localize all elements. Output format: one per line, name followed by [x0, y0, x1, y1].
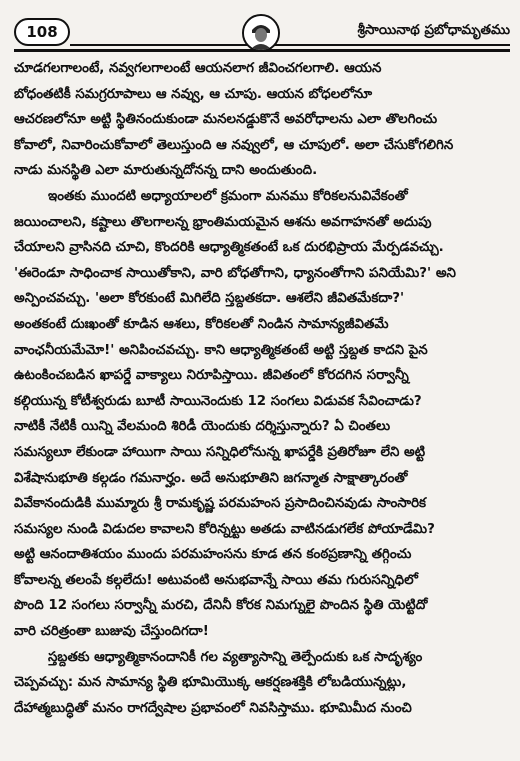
- text-line: అంతకంటే దుఃఖంతో కూడిన ఆశలు, కోరికలతో నిండిన సామాన్యజీవితమే: [14, 316, 389, 332]
- page-header: [14, 14, 510, 50]
- text-line: 'ఈరెండూ సాధించాక సాయితోకాని, వారి బోధతోగాని, ధ్యానంతోగాని పనియేమి?' అని: [14, 265, 456, 281]
- text-line: చూడగలగాలంటే, నవ్వగలగాలంటే ఆయనలాగ జీవించగలగాలి. ఆయన: [14, 61, 382, 76]
- text-line: సమస్యల నుండి విడుదల కావాలని కోరిన్నట్టు అతడు వాటినడుగలేక పోయాడేమి?: [14, 521, 435, 537]
- text-line: చెప్పవచ్చు: మన సామాన్య స్థితి భూమియొక్క ఆకర్షణశక్తికి లోబడియున్నట్లు,: [14, 675, 407, 691]
- text-line: కల్గియున్న కోటీశ్వరుడు బూటీ సాయినెందుకు 12 సంగలు విడువక సేవించాడు?: [14, 393, 422, 409]
- sai-baba-portrait-icon: [242, 14, 280, 52]
- text-line: వాంఛనీయమేమో!' అనిపించవచ్చు. కాని ఆధ్యాత్మికతంటే అట్టి స్తబ్దత కాదని పైన: [14, 342, 428, 358]
- text-line: కోవాలో, నివారించుకోవాలో తెలుస్తుంది ఆ నవ్వులో, ఆ చూపులో. అలా చేసుకోగలిగిన: [14, 137, 454, 153]
- text-line: అన్పించవచ్చు. 'అలా కోరకుంటే మిగిలేది స్తబ్దతకదా. ఆశలేని జీవితమేకదా?': [14, 291, 405, 307]
- text-line: నాడు మనస్థితి ఎలా మారుతున్నదోనన్న దాని అందుతుంది.: [14, 163, 318, 179]
- text-line: ఇంతకు ముందటి అధ్యాయాలలో క్రమంగా మనము కోరికలనువివేకంతో: [48, 188, 408, 204]
- text-line: వారి చరిత్రంతా బుజువు చేస్తుందిగదా!: [14, 624, 209, 640]
- text-line: వివేకానందుడికి ముమ్మారు శ్రీ రామకృష్ణ పరమహంస ప్రసాదించినవుడు సాంసారిక: [14, 496, 426, 512]
- text-line: నాటికీ నేటికీ యిన్ని వేలమంది శిరిడీ యెందుకు దర్శిస్తున్నారు? ఏ చింతలు: [14, 419, 391, 435]
- paragraph: [14, 184, 508, 645]
- paragraph: [14, 56, 508, 184]
- text-line: అట్టి ఆనందాతిశయం ముందు పరమహంసను కూడ తన కంఠప్రణాన్ని తగ్గించు: [14, 547, 412, 563]
- text-line: సమస్యలూ లేకుండా హాయిగా సాయి సన్నిధిలోనున్న ఖాపర్డేకి ప్రతిరోజూ లేని అట్టి: [14, 444, 426, 460]
- text-line: ఆచరణలోనూ అట్టి స్థితినందుకుండా మనలనడ్డుకొనే అవరోధాలను ఎలా తొలగించు: [14, 112, 438, 128]
- paragraph: [14, 645, 508, 722]
- text-line: బోధంతటికీ సమగ్రరూపాలు ఆ నవ్వు, ఆ చూపు. ఆయన బోధలలోనూ: [14, 86, 373, 102]
- page-body: [14, 56, 508, 721]
- text-line: జయించాలని, కష్టాలు తొలగాలన్న భ్రాంతిమయమైన ఆశను అవగాహనతో అదుపు: [14, 214, 432, 230]
- book-title: శ్రీసాయినాథ ప్రబోధామృతము: [357, 22, 510, 38]
- text-line: చేయాలని వ్రాసినది చూచి, కొందరికి ఆధ్యాత్మికతంటే ఒక దురభిప్రాయ మేర్పడవచ్చు.: [14, 240, 444, 256]
- page-number: 108: [14, 18, 70, 46]
- text-line: కోవాలన్న తలంపే కల్గలేదు! అటువంటి అనుభవాన్నే సాయి తమ గురుసన్నిధిలో: [14, 572, 418, 588]
- header-rule: [70, 44, 510, 46]
- text-line: దేహాత్మబుద్ధితో మనం రాగద్వేషాల ప్రభావంలో నివసిస్తాము. భూమిమీద నుంచి: [14, 700, 412, 716]
- text-line: పొంది 12 సంగలు సర్వాన్నీ మరచి, దేనినీ కోరక నిమగ్నులై పొందిన స్థితి యెట్టిదో: [14, 598, 428, 614]
- text-line: విశేషానుభూతి కల్గడం గమనార్హం. అదే అనుభూతిని జగన్మాత సాక్షాత్కారంతో: [14, 470, 408, 486]
- text-line: స్తబ్దతకు ఆధ్యాత్మికానందానికీ గల వ్యత్యాసాన్ని తెల్పేందుకు ఒక సాదృశ్యం: [48, 649, 423, 665]
- text-line: ఉటంకించబడిన ఖాపర్డే వాక్యాలు నిరూపిస్తాయి. జీవితంలో కోరదగిన సర్వాన్నీ: [14, 368, 409, 384]
